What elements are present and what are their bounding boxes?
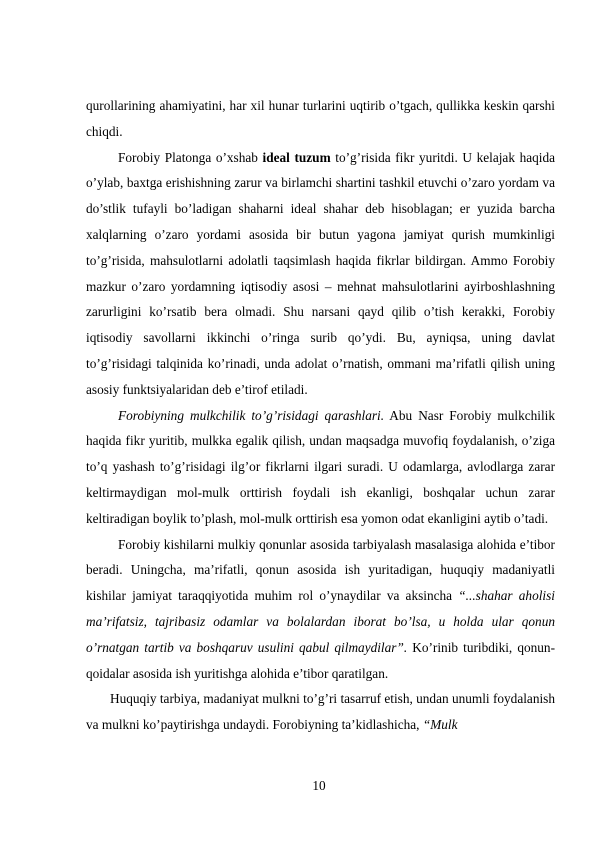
ideal-tuzum-term: ideal tuzum [262, 149, 331, 165]
paragraph-5 [86, 686, 555, 738]
document-body [86, 93, 555, 738]
paragraph-1 [86, 93, 555, 145]
paragraph-4-quote: “...shahar aholisi ma’rifatsiz, tajribasiz odamlar va bolalardan iborat bo’lsa, u holda ular qonun o’rnatgan tartib va boshqaruv usulini qabul qilmaydilar”. [86, 588, 555, 655]
section-heading-mulkchilik: Forobiyning mulkchilik to’g’risidagi qarashlari. [118, 407, 385, 423]
paragraph-2-text: to’g’risida fikr yuritdi. U kelajak haqida o’ylab, baxtga erishishning zarur va birlamchi shartini tashkil etuvchi o’zaro yordam va do’stlik tufayli bo’ladigan shaharni ideal shahar deb hisoblagan; er yuzida barcha xalqlarning o’zaro yordami asosida bir butun yagona jamiyat qurish mumkinligi to’g’risida, mahsulotlarni adolatli taqsimlash haqida fikrlar bildirgan. Ammo Forobiy mazkur o’zaro yordamning iqtisodiy asosi – mehnat mahsulotlarini ayirboshlashning zarurligini ko’rsatib bera olmadi. Shu narsani qayd qilib o’tish kerakki, Forobiy iqtisodiy savollarni ikkinchi o’ringa surib qo’ydi. Bu, ayniqsa, uning davlat to’g’risidagi talqinida ko’rinadi, unda adolat o’rnatish, ommani ma’rifatli qilish uning asosiy funktsiyalaridan deb e’tirof etiladi. [86, 149, 556, 397]
paragraph-5-quote-start: “Mulk [422, 717, 458, 733]
paragraph-3 [86, 403, 555, 532]
paragraph-1-text: qurollarining ahamiyatini, har xil hunar turlarini uqtirib o’tgach, qullikka keskin qarshi chiqdi. [86, 98, 555, 139]
page-number: 10 [312, 778, 326, 793]
paragraph-4-text: Ko’rinib turibdiki, qonun-qoidalar asosida ish yuritishga alohida e’tibor qaratilgan. [86, 639, 555, 681]
paragraph-2 [86, 145, 555, 403]
paragraph-5-lead: Huquqiy tarbiya, madaniyat mulkni to’g’ri tasarruf etish, undan unumli foydalanish va mulkni ko’paytirishga undaydi. Forobiyning ta’kidlashicha, [86, 691, 555, 733]
paragraph-2-lead: Forobiy Platonga o’xshab [118, 149, 263, 165]
paragraph-3-text: Abu Nasr Forobiy mulkchilik haqida fikr yuritib, mulkka egalik qilish, undan maqsadga muvofiq foydalanish, o’ziga to’q yashash to’g’risidagi ilg’or fikrlarni ilgari suradi. U odamlarga, avlodlarga zarar keltirmaydigan mol-mulk orttirish foydali ish ekanligi, boshqalar uchun zarar keltiradigan boylik to’plash, mol-mulk orttirish esa yomon odat ekanligini aytib o’tadi. [86, 407, 556, 526]
paragraph-4 [86, 532, 555, 687]
paragraph-4-lead: Forobiy kishilarni mulkiy qonunlar asosida tarbiyalash masalasiga alohida e’tibor beradi. Uningcha, ma’rifatli, qonun asosida ish yuritadigan, huquqiy madaniyatli kishilar jamiyat taraqqiyotida muhim rol o’ynaydilar va aksincha [86, 536, 555, 604]
